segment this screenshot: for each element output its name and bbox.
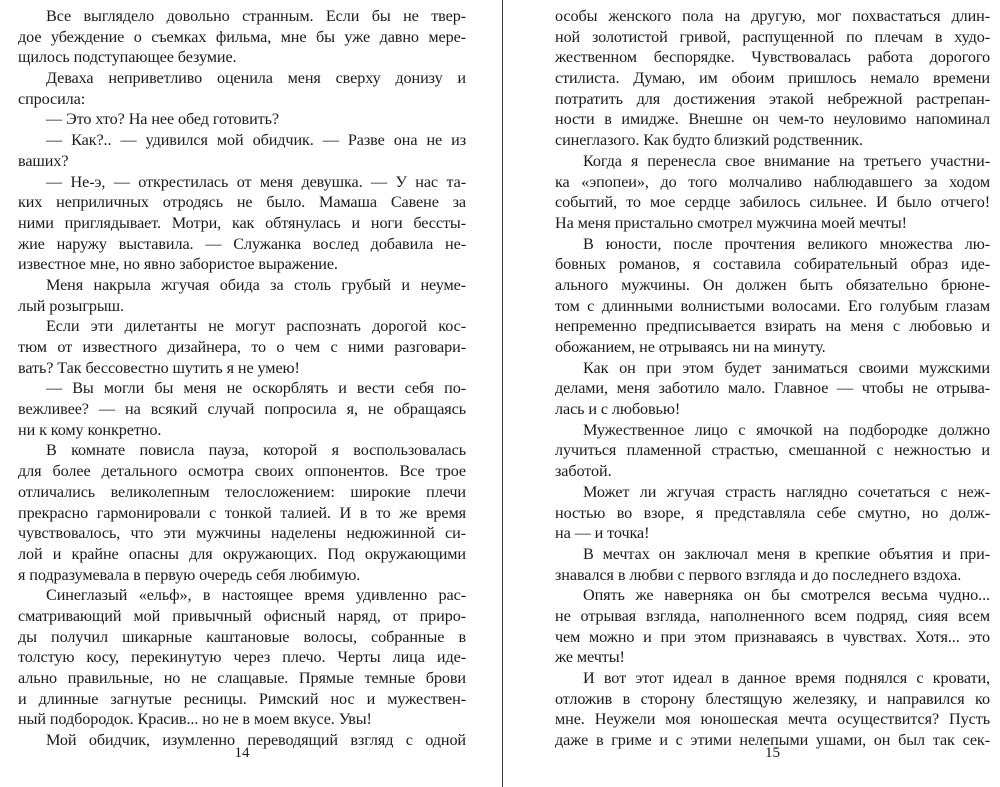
- text-line: обожанием, не отрываясь ни на минуту.: [555, 338, 826, 356]
- text-line: ни к кому конкретно.: [18, 420, 162, 439]
- text-line: вать? Так бессовестно шутить я не умею!: [18, 358, 300, 377]
- text-line: Мужественное лицо с ямочкой на подбородке должно: [583, 420, 990, 439]
- text-line: известное мне, но явно забористое выражение.: [18, 255, 338, 274]
- text-line: потратить для достижения этакой небрежной растрепан-: [555, 89, 990, 108]
- text-line: особы женского пола на другую, мог похвастаться длин-: [555, 7, 990, 25]
- text-line: ды получил шикарные каштановые волосы, собранные в: [18, 627, 466, 646]
- left-page: [18, 6, 466, 787]
- text-line: событий, то мое сердце забилось сильнее. И было отчего!: [555, 193, 990, 212]
- text-line: я подразумевала в первую очередь себя любимую.: [18, 565, 361, 584]
- text-line: ности в имидже. Внешне он чем-то неуловимо напоминал: [555, 110, 990, 129]
- left-page-number: 14: [234, 745, 250, 761]
- text-line: сматривающий мой привычный офисный наряд, от приро-: [18, 606, 466, 625]
- text-line: на — и точка!: [555, 524, 650, 543]
- text-line: знавался в любви с первого взгляда и до последнего вздоха.: [555, 565, 962, 584]
- text-line: лась и с любовью!: [555, 400, 681, 419]
- text-line: — Как?.. — удивился мой обидчик. — Разве она не из: [46, 131, 466, 150]
- text-line: чем можно и при этом признаваясь в чувствах. Хотя... это: [555, 627, 990, 646]
- text-line: делами, меня заботило мало. Главное — чтобы не отрыва-: [555, 379, 990, 398]
- text-line: жественном беспорядке. Чувствовалась работа дорогого: [555, 48, 990, 67]
- text-line: Синеглазый «ельф», в настоящее время удивленно рас-: [46, 586, 466, 605]
- left-page-text: [18, 6, 466, 751]
- text-line: В мечтах он заключал меня в крепкие объятия и при-: [583, 544, 990, 563]
- text-line: Если эти дилетанты не могут распознать дорогой кос-: [46, 317, 466, 336]
- text-line: ной золотистой гривой, распущенной по плечам в худо-: [555, 27, 990, 46]
- text-line: ально правильные, но не слащавые. Прямые темные брови: [18, 669, 466, 687]
- text-line: Все выглядело довольно странным. Если бы не твер-: [46, 7, 466, 25]
- text-line: И вот этот идеал в данное время поднялся с кровати,: [583, 669, 990, 687]
- text-line: мне. Неужели моя юношеская мечта осуществится? Пусть: [555, 710, 990, 729]
- page-gutter-divider: [502, 0, 503, 787]
- text-line: — Это хто? На нее обед готовить?: [46, 110, 279, 129]
- text-line: На меня пристально смотрел мужчина моей мечты!: [555, 213, 907, 232]
- text-line: Деваха неприветливо оценила меня сверху донизу и: [46, 69, 466, 88]
- text-line: лой и крайне опасны для окружающих. Под окружающими: [18, 544, 466, 563]
- text-line: лучиться пламенной страстью, смешанной с нежностью и: [555, 441, 990, 460]
- text-line: В юности, после прочтения великого множества лю-: [583, 234, 990, 253]
- text-line: ними приглядывает. Мотри, как обтянулась и ноги бессты-: [18, 213, 466, 232]
- text-line: отличались великолепным телосложением: широкие плечи: [18, 482, 466, 501]
- text-line: Меня накрыла жгучая обида за столь грубый и неуме-: [46, 275, 466, 294]
- text-line: прекрасно гармонировали с тонкой талией. И в то же время: [18, 503, 466, 522]
- text-line: отложив в сторону блестящую железяку, и направился ко: [555, 689, 990, 708]
- text-line: непременно предписывается взирать на меня с любовью и: [555, 317, 990, 336]
- text-line: и длинные загнутые ресницы. Римский нос и мужествен-: [18, 689, 466, 708]
- text-line: дое убеждение о съемках фильма, мне бы уже давно мере-: [18, 27, 466, 46]
- text-line: не отрывая взгляда, наполненного всем подряд, сияя всем: [555, 606, 990, 625]
- text-line: синеглазого. Как будто близкий родственник.: [555, 131, 863, 150]
- right-page: [555, 6, 990, 787]
- text-line: чувствовалось, что эти мужчины наделены недюжинной си-: [18, 524, 466, 543]
- text-line: заботой.: [555, 462, 612, 481]
- text-line: ваших?: [18, 151, 69, 170]
- text-line: стилиста. Думаю, им обоим пришлось немало времени: [555, 69, 990, 88]
- text-line: ный подбородок. Красив... но не в моем вкусе. Увы!: [18, 710, 372, 729]
- text-line: Когда я перенесла свое внимание на третьего участни-: [583, 151, 990, 170]
- text-line: для более детального осмотра своих оппонентов. Все трое: [18, 462, 466, 481]
- text-line: вежливее? — на всякий случай попросила я, не обращаясь: [18, 400, 466, 419]
- text-line: — Не-э, — открестилась от меня девушка. — У нас та-: [46, 172, 466, 191]
- text-line: — Вы могли бы меня не оскорблять и вести себя по-: [46, 379, 466, 398]
- right-page-number: 15: [765, 745, 780, 761]
- text-line: щилось подступающее безумие.: [18, 48, 237, 67]
- text-line: ального мужчины. Он должен быть обязательно брюне-: [555, 275, 990, 294]
- text-line: даже в гриме и с этими нелепыми ушами, он был так сек-: [555, 731, 990, 750]
- text-line: Как он при этом будет заниматься своими мужскими: [583, 358, 990, 377]
- text-line: жие наружу выставила. — Служанка вослед добавила не-: [18, 234, 466, 253]
- text-line: Мой обидчик, изумленно переводящий взгляд с одной: [46, 731, 466, 750]
- text-line: толстую косу, перекинутую через плечо. Черты лица иде-: [18, 648, 466, 667]
- text-line: В комнате повисла пауза, которой я воспользовалась: [46, 441, 466, 460]
- text-line: тюм от известного дизайнера, то о чем с ними разговари-: [18, 338, 466, 356]
- text-line: ностью во взоре, я представляла себе смутно, но долж-: [555, 503, 990, 522]
- text-line: спросила:: [18, 89, 86, 108]
- text-line: том с длинными волнистыми волосами. Его голубым глазам: [555, 296, 990, 315]
- text-line: Может ли жгучая страсть наглядно сочетаться с неж-: [583, 482, 990, 501]
- text-line: же мечты!: [555, 648, 625, 667]
- text-line: лый розыгрыш.: [18, 296, 124, 315]
- right-page-text: [555, 6, 990, 751]
- text-line: Опять же наверняка он бы смотрелся весьма чудно...: [583, 586, 990, 605]
- text-line: бовных романов, я составила собирательный образ иде-: [555, 255, 990, 274]
- text-line: ких неприличных отродясь не было. Мамаша Савене за: [18, 193, 466, 212]
- text-line: ка «эпопеи», до того молчаливо наблюдавшего за ходом: [555, 172, 990, 191]
